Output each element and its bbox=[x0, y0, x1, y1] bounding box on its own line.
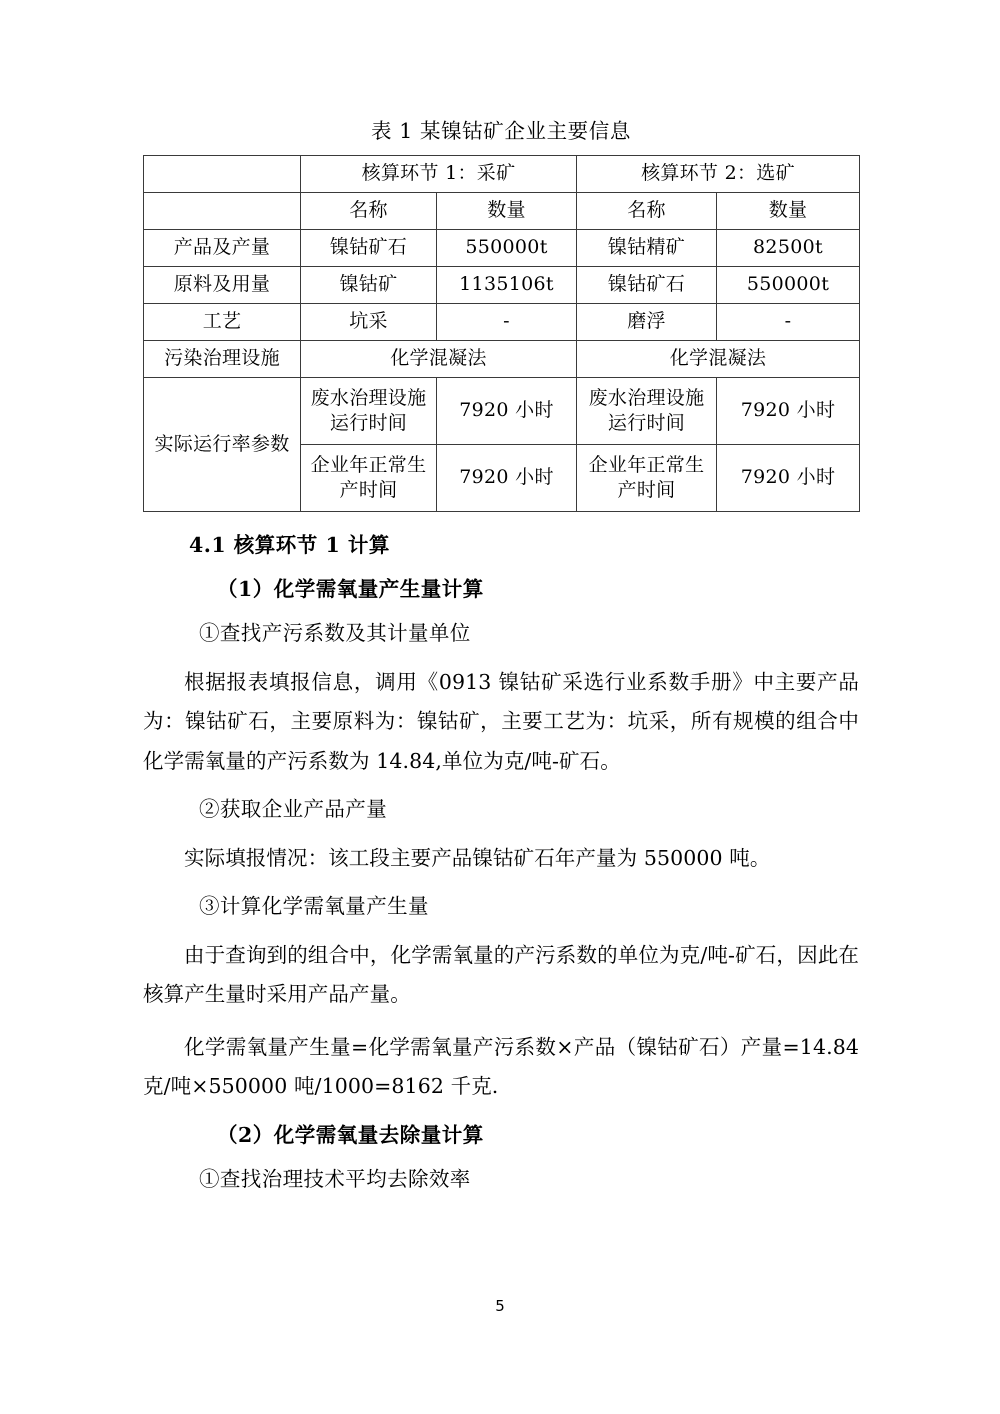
step-paragraph-2: 实际填报情况：该工段主要产品镍钴矿石年产量为 550000 吨。 bbox=[184, 845, 771, 870]
table-row-facility bbox=[144, 340, 860, 377]
table-row bbox=[144, 229, 860, 266]
table-header-group-row bbox=[144, 155, 860, 192]
row-label-process: 工艺 bbox=[144, 303, 301, 340]
step-paragraph-3: 由于查询到的组合中，化学需氧量的产污系数的单位为克/吨-矿石，因此在核算产生量时采用产品产量。 bbox=[143, 942, 859, 1007]
header-group-dressing: 核算环节 2：选矿 bbox=[577, 155, 860, 192]
table-row bbox=[144, 266, 860, 303]
page-content bbox=[143, 118, 859, 1196]
cell-process-dressing-name: 磨浮 bbox=[577, 303, 717, 340]
cell-material-mining-name: 镍钴矿 bbox=[301, 266, 437, 303]
table-row bbox=[144, 303, 860, 340]
cell-material-dressing-qty: 550000t bbox=[717, 266, 860, 303]
step-paragraph-1: 根据报表填报信息，调用《0913 镍钴矿采选行业系数手册》中主要产品为：镍钴矿石，主要原料为：镍钴矿，主要工艺为：坑采，所有规模的组合中化学需氧量的产污系数为 14.84,单位为克/吨-矿石。 bbox=[143, 669, 859, 773]
subheader-dressing-quantity: 数量 bbox=[717, 192, 860, 229]
header-group-mining: 核算环节 1：采矿 bbox=[301, 155, 577, 192]
cell-product-dressing-qty: 82500t bbox=[717, 229, 860, 266]
table-row-rate-first bbox=[144, 377, 860, 444]
row-label-product: 产品及产量 bbox=[144, 229, 301, 266]
cell-rate-mining-name-2: 企业年正常生产时间 bbox=[301, 444, 437, 511]
step-label-1: ①查找产污系数及其计量单位 bbox=[199, 621, 471, 646]
row-label-facility: 污染治理设施 bbox=[144, 340, 301, 377]
subheader-dressing-name: 名称 bbox=[577, 192, 717, 229]
cell-material-mining-qty: 1135106t bbox=[437, 266, 577, 303]
cell-process-mining-qty: - bbox=[437, 303, 577, 340]
subheader-mining-name: 名称 bbox=[301, 192, 437, 229]
section-heading-4-1: 4.1 核算环节 1 计算 bbox=[189, 532, 390, 557]
row-label-rate-params: 实际运行率参数 bbox=[144, 377, 301, 511]
cell-rate-mining-name-1: 废水治理设施运行时间 bbox=[301, 377, 437, 444]
row-label-material: 原料及用量 bbox=[144, 266, 301, 303]
cell-rate-dressing-value-2: 7920 小时 bbox=[717, 444, 860, 511]
cell-product-dressing-name: 镍钴精矿 bbox=[577, 229, 717, 266]
step-label-3: ③计算化学需氧量产生量 bbox=[199, 894, 429, 919]
cell-process-mining-name: 坑采 bbox=[301, 303, 437, 340]
cell-product-mining-qty: 550000t bbox=[437, 229, 577, 266]
cell-facility-mining: 化学混凝法 bbox=[301, 340, 577, 377]
cell-material-dressing-name: 镍钴矿石 bbox=[577, 266, 717, 303]
table-corner-cell bbox=[144, 155, 301, 192]
table-corner-cell-lower bbox=[144, 192, 301, 229]
cell-rate-dressing-value-1: 7920 小时 bbox=[717, 377, 860, 444]
cell-rate-mining-value-1: 7920 小时 bbox=[437, 377, 577, 444]
subheader-mining-quantity: 数量 bbox=[437, 192, 577, 229]
step-label-2: ②获取企业产品产量 bbox=[199, 796, 388, 821]
cell-product-mining-name: 镍钴矿石 bbox=[301, 229, 437, 266]
cell-rate-dressing-name-2: 企业年正常生产时间 bbox=[577, 444, 717, 511]
step-label-4: ①查找治理技术平均去除效率 bbox=[199, 1167, 471, 1192]
formula-paragraph: 化学需氧量产生量=化学需氧量产污系数×产品（镍钴矿石）产量=14.84 克/吨×550000 吨/1000=8162 千克. bbox=[143, 1034, 859, 1098]
cell-rate-mining-value-2: 7920 小时 bbox=[437, 444, 577, 511]
enterprise-info-table bbox=[143, 155, 860, 512]
cell-facility-dressing: 化学混凝法 bbox=[577, 340, 860, 377]
table-caption: 表 1 某镍钴矿企业主要信息 bbox=[371, 119, 631, 143]
cell-process-dressing-qty: - bbox=[717, 303, 860, 340]
table-subheader-row bbox=[144, 192, 860, 229]
page-number: 5 bbox=[495, 1297, 505, 1315]
subsection-heading-1: （1）化学需氧量产生量计算 bbox=[217, 577, 484, 602]
subsection-heading-2: （2）化学需氧量去除量计算 bbox=[217, 1123, 484, 1148]
cell-rate-dressing-name-1: 废水治理设施运行时间 bbox=[577, 377, 717, 444]
